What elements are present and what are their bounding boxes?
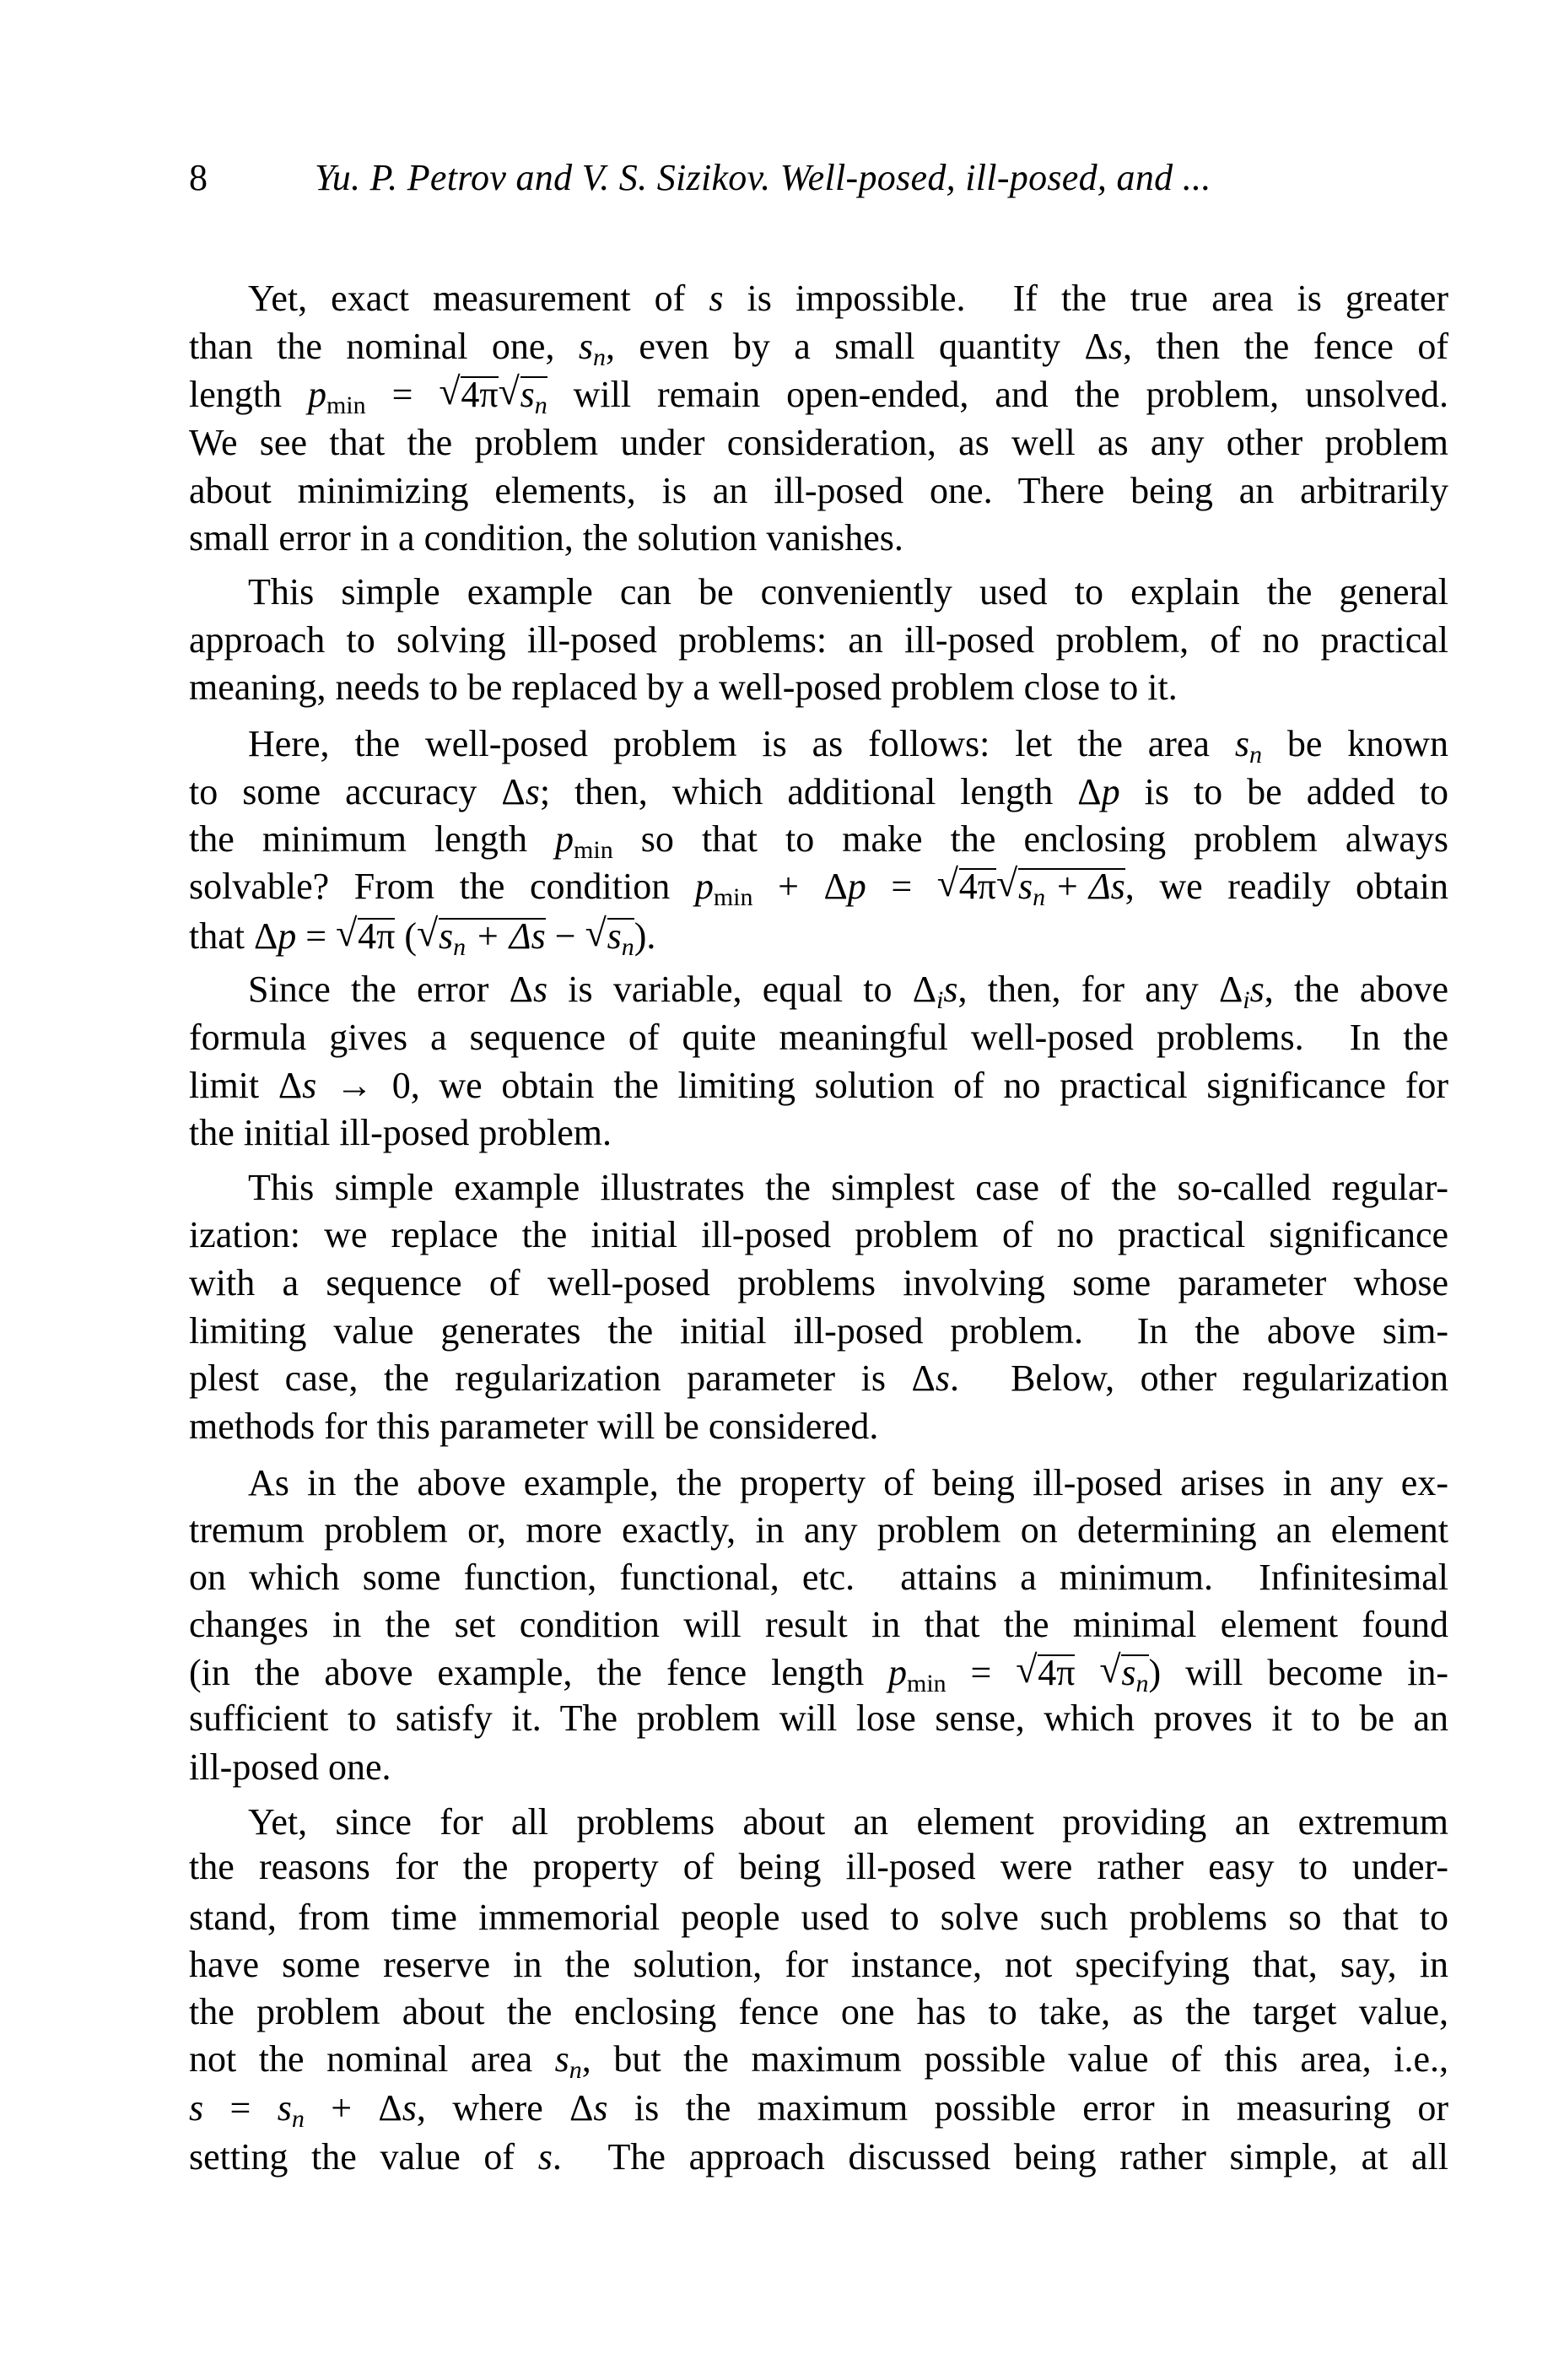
text-run: + Δ xyxy=(304,2087,402,2129)
text-run: , we readily obtain xyxy=(1124,866,1448,907)
math-sqrt xyxy=(585,913,634,964)
text-run: not the nominal area xyxy=(189,2038,555,2080)
math-variable: s xyxy=(189,2087,204,2129)
math-subscript: n xyxy=(453,933,467,961)
sqrt-sign: √ xyxy=(498,370,520,413)
text-run: the initial ill-posed problem. xyxy=(189,1112,612,1153)
math-subscript: min xyxy=(713,883,753,911)
text-run: the reasons for the property of being ill-posed were rather easy to under- xyxy=(189,1846,1448,1887)
text-line xyxy=(189,664,1448,711)
sqrt-radicand xyxy=(438,915,546,964)
text-run: on which some function, functional, etc. attains a minimum. Infinitesimal xyxy=(189,1557,1448,1598)
math-variable: $p_{min}$ xyxy=(555,818,613,864)
math-sqrt xyxy=(996,863,1125,915)
math-variable: s xyxy=(302,1065,317,1106)
math-variable: s xyxy=(935,1357,950,1399)
math-variable: $s_n$ xyxy=(1018,866,1046,911)
math-variable: $p_{min}$ xyxy=(694,866,753,911)
text-line xyxy=(189,2085,1448,2132)
text-run: ; then, which additional length Δ xyxy=(539,771,1102,812)
text-run: As in the above example, the property of being ill-posed arises in any ex- xyxy=(248,1462,1448,1503)
math-variable: $s_n$ xyxy=(578,326,606,371)
text-run: = xyxy=(203,2087,278,2129)
math-variable: s xyxy=(537,2136,553,2178)
text-run: + Δ xyxy=(752,866,848,907)
text-run: ill-posed one. xyxy=(189,1746,391,1788)
text-line xyxy=(248,1799,1448,1846)
math-subscript: n xyxy=(534,391,547,419)
math-subscript: i xyxy=(936,986,944,1014)
text-run: setting the value of xyxy=(189,2136,538,2178)
text-run: → 0, we obtain the limiting solution of no practical significance for xyxy=(316,1065,1448,1106)
text-run: small error in a condition, the solution vanishes. xyxy=(189,517,903,559)
text-line xyxy=(189,467,1448,515)
sqrt-sign: √ xyxy=(996,861,1018,904)
text-line xyxy=(189,913,1448,960)
sqrt-sign: √ xyxy=(1016,1648,1038,1691)
math-subscript: n xyxy=(593,343,606,371)
text-run: to some accuracy Δ xyxy=(189,771,526,812)
math-subscript: min xyxy=(574,836,613,864)
running-title: Yu. P. Petrov and V. S. Sizikov. Well-posed, ill-posed, and ... xyxy=(315,157,1211,198)
text-line xyxy=(189,1355,1448,1402)
text-line xyxy=(189,1649,1448,1697)
sqrt-radicand: 4π xyxy=(461,374,499,415)
math-variable: $s_n$ xyxy=(277,2087,305,2133)
text-run: − xyxy=(545,915,585,957)
math-subscript: i xyxy=(1243,986,1250,1014)
text-line xyxy=(189,1014,1448,1061)
math-variable: $s_n$ xyxy=(438,915,467,961)
text-run: = xyxy=(365,374,440,415)
text-line xyxy=(248,966,1448,1013)
text-run: is the maximum possible error in measuring or xyxy=(607,2087,1449,2129)
math-sqrt xyxy=(417,913,546,964)
text-run: . Below, other regularization xyxy=(949,1357,1448,1399)
text-line xyxy=(248,1164,1448,1212)
text-line xyxy=(189,1062,1448,1109)
math-subscript: n xyxy=(291,2105,305,2133)
text-line xyxy=(189,1109,1448,1157)
text-run: = xyxy=(296,915,337,957)
text-run: , where Δ xyxy=(416,2087,594,2129)
sqrt-sign: √ xyxy=(416,911,439,954)
text-line xyxy=(189,371,1448,418)
text-run: (in the above example, the fence length xyxy=(189,1652,888,1693)
text-run: limit Δ xyxy=(189,1065,303,1106)
math-expression: + Δs xyxy=(1045,866,1125,907)
text-line xyxy=(189,1843,1448,1891)
text-run: will remain open-ended, and the problem, unsolved. xyxy=(547,374,1448,415)
text-line xyxy=(248,1460,1448,1507)
math-sqrt xyxy=(336,913,395,960)
text-run: ( xyxy=(395,915,417,957)
text-line xyxy=(189,1744,1448,1791)
math-variable: s xyxy=(709,278,724,319)
text-line xyxy=(189,2134,1448,2181)
math-subscript: min xyxy=(326,391,366,419)
math-variable: $s_n$ xyxy=(554,2038,582,2084)
text-run: sufficient to satisfy it. The problem will lose sense, which proves it to be an xyxy=(189,1697,1448,1739)
text-line xyxy=(189,1403,1448,1450)
text-run: ization: we replace the initial ill-posed problem of no practical significance xyxy=(189,1214,1448,1255)
text-run: Here, the well-posed problem is as follows: let the area xyxy=(248,723,1235,764)
text-line xyxy=(189,863,1448,910)
math-subscript: n xyxy=(569,2056,582,2084)
sqrt-sign: √ xyxy=(439,370,461,413)
text-run: length xyxy=(189,374,308,415)
sqrt-radicand: 4π xyxy=(1038,1652,1076,1693)
sqrt-radicand: 4π xyxy=(958,866,997,907)
text-run: is impossible. If the true area is greater xyxy=(723,278,1449,319)
sqrt-radicand xyxy=(607,915,634,964)
math-variable: $p_{min}$ xyxy=(887,1652,946,1697)
math-variable: $s_n$ xyxy=(520,374,547,419)
math-variable: s xyxy=(593,2087,608,2129)
text-line xyxy=(248,569,1448,616)
text-run: tremum problem or, more exactly, in any problem on determining an element xyxy=(189,1509,1448,1551)
math-subscript: min xyxy=(906,1670,946,1697)
text-run: stand, from time immemorial people used to solve such problems so that to xyxy=(189,1897,1448,1938)
math-variable: s xyxy=(532,969,548,1010)
sqrt-sign: √ xyxy=(585,911,607,954)
text-run: plest case, the regularization parameter is Δ xyxy=(189,1357,936,1399)
math-expression: + Δs xyxy=(466,915,546,957)
text-run: , even by a small quantity Δ xyxy=(606,326,1108,367)
text-run: have some reserve in the solution, for instance, not specifying that, say, in xyxy=(189,1944,1448,1985)
math-variable: s xyxy=(525,771,540,812)
sqrt-radicand xyxy=(1121,1654,1148,1701)
text-run: that Δ xyxy=(189,915,278,957)
text-run: , then, for any Δ xyxy=(957,969,1243,1010)
text-line xyxy=(189,419,1448,467)
math-variable xyxy=(1243,969,1250,1014)
math-variable: $s_n$ xyxy=(1234,723,1262,769)
text-line xyxy=(189,1212,1448,1259)
text-line xyxy=(189,1601,1448,1649)
text-line xyxy=(189,1695,1448,1742)
text-line xyxy=(189,816,1448,863)
text-run: solvable? From the condition xyxy=(189,866,695,907)
sqrt-sign: √ xyxy=(336,911,358,954)
text-run: than the nominal one, xyxy=(189,326,579,367)
math-subscript: n xyxy=(1033,883,1046,911)
math-variable: s xyxy=(1249,969,1265,1010)
text-line xyxy=(189,2036,1448,2083)
text-run: ) will become in- xyxy=(1148,1652,1448,1693)
math-subscript: n xyxy=(621,933,634,961)
math-sqrt xyxy=(439,371,498,418)
text-run: Yet, since for all problems about an element providing an extremum xyxy=(248,1801,1448,1843)
text-run: is to be added to xyxy=(1119,771,1448,812)
text-line xyxy=(189,1308,1448,1355)
text-run: approach to solving ill-posed problems: an ill-posed problem, of no practical xyxy=(189,619,1448,661)
text-run: This simple example can be conveniently used to explain the general xyxy=(248,571,1448,613)
text-run: meaning, needs to be replaced by a well-posed problem close to it. xyxy=(189,667,1178,708)
sqrt-sign: √ xyxy=(936,861,959,904)
math-variable: $p_{min}$ xyxy=(307,374,366,419)
math-sqrt xyxy=(499,371,547,423)
text-line xyxy=(189,515,1448,562)
page-number: 8 xyxy=(189,157,208,198)
math-variable: p xyxy=(278,915,297,957)
math-variable: $s_n$ xyxy=(1121,1652,1149,1697)
text-run: the minimum length xyxy=(189,818,556,860)
text-run: , but the maximum possible value of this area, i.e., xyxy=(581,2038,1448,2080)
text-run: is variable, equal to Δ xyxy=(547,969,937,1010)
text-run: = xyxy=(866,866,937,907)
text-run: This simple example illustrates the simplest case of the so-called regular- xyxy=(248,1167,1448,1208)
math-variable: s xyxy=(943,969,958,1010)
text-line xyxy=(189,769,1448,816)
text-run: We see that the problem under consideration, as well as any other problem xyxy=(189,422,1448,463)
text-run: be known xyxy=(1261,723,1448,764)
text-run: so that to make the enclosing problem always xyxy=(612,818,1449,860)
text-run: . The approach discussed being rather simple, at all xyxy=(552,2136,1448,2178)
math-sqrt xyxy=(1016,1649,1075,1697)
text-run: , the above xyxy=(1264,969,1448,1010)
text-run: with a sequence of well-posed problems involving some parameter whose xyxy=(189,1262,1448,1303)
text-line xyxy=(189,1260,1448,1307)
text-run xyxy=(1075,1652,1099,1693)
math-variable: s xyxy=(402,2087,417,2129)
text-run: , then the fence of xyxy=(1122,326,1448,367)
text-run: limiting value generates the initial ill-posed problem. In the above sim- xyxy=(189,1310,1448,1352)
text-line xyxy=(189,1554,1448,1601)
text-run: about minimizing elements, is an ill-posed one. There being an arbitrarily xyxy=(189,470,1448,511)
sqrt-radicand xyxy=(520,376,547,423)
text-line xyxy=(189,1507,1448,1554)
math-variable: s xyxy=(1108,326,1123,367)
text-run: = xyxy=(946,1652,1017,1693)
text-run: Yet, exact measurement of xyxy=(248,278,709,319)
sqrt-sign: √ xyxy=(1099,1648,1121,1691)
math-sqrt xyxy=(937,863,996,910)
text-line xyxy=(189,1989,1448,2036)
sqrt-radicand: 4π xyxy=(358,915,396,957)
text-run: ). xyxy=(634,915,656,957)
sqrt-radicand xyxy=(1018,868,1125,915)
text-run: formula gives a sequence of quite meaningful well-posed problems. In the xyxy=(189,1017,1448,1058)
text-line xyxy=(248,275,1448,322)
text-run: Since the error Δ xyxy=(248,969,533,1010)
math-variable: p xyxy=(1101,771,1120,812)
text-line xyxy=(189,323,1448,370)
text-line xyxy=(189,1941,1448,1989)
text-line xyxy=(189,1894,1448,1941)
math-sqrt xyxy=(1099,1649,1148,1701)
text-run: the problem about the enclosing fence one has to take, as the target value, xyxy=(189,1991,1448,2032)
text-run: methods for this parameter will be considered. xyxy=(189,1406,879,1447)
text-line xyxy=(248,720,1448,768)
math-variable: p xyxy=(847,866,866,907)
math-variable: $s_n$ xyxy=(607,915,634,961)
text-line xyxy=(189,617,1448,664)
math-subscript: n xyxy=(1135,1670,1149,1697)
text-run: changes in the set condition will result in that the minimal element found xyxy=(189,1604,1448,1645)
math-subscript: n xyxy=(1249,741,1262,769)
